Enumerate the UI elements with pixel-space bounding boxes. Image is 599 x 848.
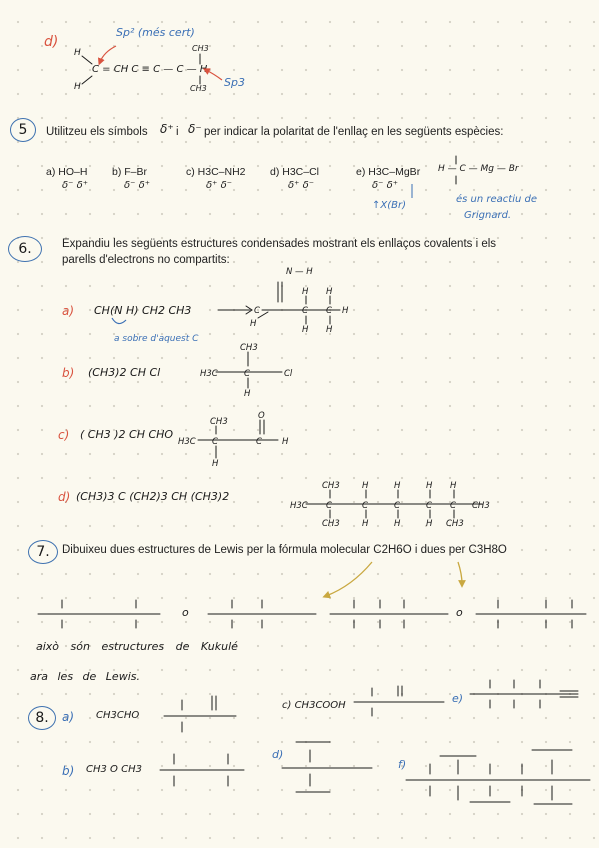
sp3-note: Sp3 <box>224 76 245 89</box>
q8-number: 8. <box>28 706 56 730</box>
sp2-arrow <box>100 46 116 62</box>
q5-charges-a: δ⁻ δ⁺ <box>62 180 88 191</box>
q5-charges-b: δ⁻ δ⁺ <box>124 180 150 191</box>
q5-item-b: b) F–Br <box>112 166 148 178</box>
q8-c-label: c) CH3COOH <box>282 700 346 711</box>
q7-text: Dibuixeu dues estructures de Lewis per la fórmula molecular C2H6O i dues per C3H8O <box>62 544 507 556</box>
q5-item-e: e) H3C–MgBr <box>356 166 421 178</box>
q6-b-label: b) <box>62 366 75 380</box>
q8-d-label: d) <box>272 748 284 761</box>
q5-delta-minus: δ⁻ <box>188 122 202 136</box>
svg-text:H: H <box>302 287 309 297</box>
mol-ch3-bottom: CH3 <box>190 84 207 93</box>
svg-text:H: H <box>426 481 433 491</box>
svg-text:H: H <box>212 459 219 469</box>
svg-text:O: O <box>258 411 265 421</box>
svg-text:H: H <box>250 319 257 329</box>
mol-h-top: H <box>74 48 81 58</box>
q6-d-label: d) <box>58 490 71 504</box>
svg-text:CH3: CH3 <box>240 343 258 353</box>
svg-text:N — H: N — H <box>286 267 313 277</box>
yellow-arrow-right <box>458 562 462 584</box>
svg-text:C: C <box>244 369 250 379</box>
svg-text:H3C: H3C <box>178 437 196 447</box>
q6-a-note: a sobre d'aquest C <box>114 334 199 344</box>
svg-text:H3C: H3C <box>290 501 308 511</box>
mol-h-bottom: H <box>74 82 81 92</box>
q6-a-formula: CH(N H) CH2 CH3 <box>94 304 192 317</box>
q7-note-lewis: ara les de Lewis. <box>30 670 140 683</box>
q5-e-note: és un reactiu de <box>456 194 538 205</box>
q7-note-kekule: això són estructures de Kukulé <box>36 640 238 653</box>
q5-number: 5 <box>10 118 36 142</box>
q5-charges-e: δ⁻ δ⁺ <box>372 180 398 191</box>
q8-a-label: a) <box>62 710 75 724</box>
mol-chain: C = CH C ≡ C — C — H <box>92 64 208 75</box>
q6-c-label: c) <box>58 428 70 442</box>
svg-text:CH3: CH3 <box>446 519 464 529</box>
q6-b-formula: (CH3)2 CH Cl <box>88 366 161 379</box>
q5-charges-d: δ⁺ δ⁻ <box>288 180 314 191</box>
svg-text:C: C <box>302 306 308 316</box>
svg-text:CH3: CH3 <box>472 501 490 511</box>
svg-text:H: H <box>394 481 401 491</box>
svg-text:C: C <box>254 306 260 316</box>
q6-line1: Expandiu les següents estructures condensades mostrant els enllaços covalents i els <box>62 238 497 250</box>
q6-d-formula: (CH3)3 C (CH2)3 CH (CH3)2 <box>76 490 230 503</box>
q5-text: Utilitzeu els símbols <box>46 126 148 138</box>
curl-arrow <box>112 318 126 324</box>
q8-b-label: b) <box>62 764 75 778</box>
svg-text:C: C <box>426 501 432 511</box>
svg-text:H: H <box>326 287 333 297</box>
q8-a-formula: CH3CHO <box>96 710 140 721</box>
svg-text:H: H <box>282 437 289 447</box>
sp2-note: Sp² (més cert) <box>116 26 195 39</box>
svg-text:H: H <box>244 389 251 399</box>
svg-text:C: C <box>394 501 400 511</box>
svg-text:H3C: H3C <box>200 369 218 379</box>
svg-text:H: H <box>426 519 433 529</box>
q5-i: i <box>176 126 179 138</box>
q5-e-structure: H — C — Mg — Br <box>438 164 519 174</box>
svg-text:CH3: CH3 <box>322 481 340 491</box>
q5-e-note-x: ↑X(Br) <box>372 200 407 211</box>
svg-text:C: C <box>256 437 262 447</box>
bond-line <box>82 76 92 84</box>
sp3-arrow <box>206 70 222 80</box>
bond-line <box>82 56 92 64</box>
q5-charges-c: δ⁺ δ⁻ <box>206 180 232 191</box>
q8-e-label: e) <box>452 692 464 705</box>
svg-text:C: C <box>326 306 332 316</box>
q6-line2: parells d'electrons no compartits: <box>62 254 230 266</box>
svg-text:H: H <box>342 306 349 316</box>
svg-text:H: H <box>302 325 309 335</box>
svg-text:H: H <box>362 519 369 529</box>
svg-text:C: C <box>450 501 456 511</box>
svg-text:H: H <box>326 325 333 335</box>
yellow-arrow-left <box>326 562 372 596</box>
q7-or-2: o <box>456 606 463 619</box>
q7-or-1: o <box>182 606 189 619</box>
q6-a-label: a) <box>62 304 75 318</box>
svg-text:Cl: Cl <box>284 369 293 379</box>
q8-f-label: f) <box>398 758 407 771</box>
svg-text:C: C <box>362 501 368 511</box>
svg-text:CH3: CH3 <box>210 417 228 427</box>
q6-c-formula: ( CH3 )2 CH CHO <box>80 428 174 441</box>
q5-item-a: a) HO–H <box>46 166 88 178</box>
item-d-label: d) <box>44 34 59 50</box>
q5-delta-plus: δ⁺ <box>160 122 174 136</box>
q5-item-c: c) H3C–NH2 <box>186 166 246 178</box>
q5-text2: per indicar la polaritat de l'enllaç en les següents espècies: <box>204 126 504 138</box>
svg-text:C: C <box>326 501 332 511</box>
q5-item-d: d) H3C–Cl <box>270 166 320 178</box>
svg-text:CH3: CH3 <box>322 519 340 529</box>
svg-text:C: C <box>212 437 218 447</box>
svg-text:H: H <box>394 519 401 529</box>
q7-number: 7. <box>28 540 58 564</box>
q5-e-note2: Grignard. <box>464 210 512 221</box>
svg-text:H: H <box>362 481 369 491</box>
q8-b-formula: CH3 O CH3 <box>86 764 142 775</box>
mol-ch3-top: CH3 <box>192 44 209 53</box>
q6-number: 6. <box>8 236 42 262</box>
svg-text:H: H <box>450 481 457 491</box>
